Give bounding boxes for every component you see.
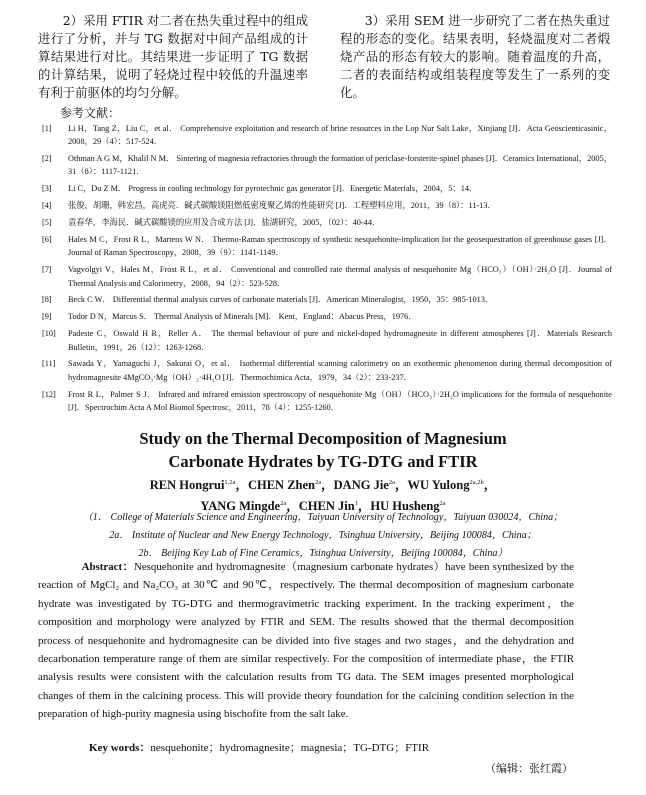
author-affiliation-mark: 2a — [314, 479, 322, 486]
reference-text: Frost R L，Palmer S J． Infrared and infrared emission spectroscopy of nesquehonite Mg（OH）（HCO₃）·2H₂O implications for the formula of nesquehonite [J]．Spectrochim Acta A Mol Biomol Spectrosc，2011，78（4）：1255-1260． — [68, 389, 612, 412]
editor-note: （编辑：张红霞） — [485, 762, 573, 775]
author-separator: ， — [357, 498, 371, 513]
author-separator: ， — [394, 478, 408, 493]
conclusion-point-3: 3）采用 SEM 进一步研究了二者在热失重过程的形态的变化。结果表明，轻烧温度对二者煅烧产品的形态有较大的影响。随着温度的升高，二者的表面结构或组装程度等发生了一系列的变化。 — [340, 13, 610, 100]
reference-text: Othman A G M，Khalil N M． Sintering of magnesia refractories through the formation of periclase-forsterite-spinel phases [J]．Ceramics International，2005，31（8）：1117-1121． — [68, 154, 612, 177]
keywords-text: nesquehonite；hydromagnesite；magnesia；TG-DTG；FTIR — [150, 742, 430, 754]
affiliations-block — [0, 509, 646, 563]
reference-item — [42, 357, 612, 384]
author-affiliation-mark: 2a — [439, 499, 446, 507]
author-separator: ， — [483, 478, 497, 493]
reference-text: 袁春华，李海民．碱式碳酸镁的应用及合成方法 [J]．盐湖研究，2005，（02）：40-44． — [68, 218, 381, 228]
reference-item — [42, 152, 612, 179]
keywords-label: Key words： — [89, 742, 151, 754]
reference-text: Padeste C，Oswald H R，Reller A． The thermal behaviour of pure and nickel-doped hydromagnesite in different atmospheres [J]．Materials Research Bulletin，1991，26（12）：1263-1268． — [68, 329, 612, 352]
reference-number: [8] — [42, 295, 52, 305]
references-list — [42, 122, 612, 418]
reference-text: Sawada Y，Yamaguchi J，Sakurai O，et al． Isothermal differential scanning calorimetry on an exothermic phenomenon during thermal decomposition of hydromagnesite 4MgCO₃·Mg（OH）₂·4H₂O [J]．Thermochimica Acta，1979，34（2）：233-237． — [68, 359, 612, 382]
reference-item — [42, 310, 612, 323]
affiliation-2a: 2a． Institute of Nuclear and New Energy Technology，Tsinghua University，Beijing 100084，China； — [109, 530, 537, 541]
reference-text: Hales M C，Frost R L，Martens W N． Thermo-Raman spectroscopy of synthetic nesquehonite-implication for the geosequestration of greenhouse gases [J]．Journal of Raman Spectroscopy，2008，39（9）：1141-1149． — [68, 235, 612, 258]
reference-item — [42, 182, 612, 195]
author-affiliation-mark: 2a — [280, 499, 287, 507]
references-heading: 参考文献： — [60, 106, 121, 120]
affiliation-2b: 2b． Beijing Key Lab of Fine Ceramics，Tsinghua University，Beijing 100084，China） — [138, 548, 508, 559]
reference-item — [42, 327, 612, 354]
author-name: CHEN Zhen — [247, 478, 315, 493]
reference-number: [4] — [42, 201, 52, 211]
reference-item — [42, 263, 612, 290]
reference-text: Todor D N，Marcus S． Thermal Analysis of Minerals [M]． Kent，England：Abacus Press，1976． — [68, 312, 417, 322]
author-name: HU Husheng — [370, 498, 440, 513]
author-separator: ， — [286, 498, 299, 513]
author-name: DANG Jie — [333, 478, 389, 493]
conclusion-point-2: 2）采用 FTIR 对二者在热失重过程中的组成进行了分析，并与 TG 数据对中间产品组成的计算结果进行对比。其结果进一步证明了 TG 数据的计算结果，说明了轻烧过程中较低的升温速率有利于前驱体的均匀分解。 — [38, 13, 308, 100]
reference-text: Beck C W． Differential thermal analysis curves of carbonate materials [J]．American Mineralogist，1950，35：985-1013． — [68, 295, 494, 305]
reference-item — [42, 233, 612, 260]
author-affiliation-mark: 1 — [354, 499, 358, 507]
reference-item — [42, 388, 612, 415]
title-line-2: Carbonate Hydrates by TG-DTG and FTIR — [168, 452, 478, 471]
reference-number: [11] — [42, 359, 56, 369]
abstract — [38, 558, 574, 724]
author-name: YANG Mingde — [200, 498, 281, 513]
author-name: CHEN Jin — [298, 498, 355, 513]
author-separator: ， — [321, 478, 334, 493]
reference-number: [10] — [42, 329, 56, 339]
reference-number: [1] — [42, 124, 52, 133]
author-separator: ， — [235, 478, 248, 493]
affiliation-1: （1． College of Materials Science and Engineering，Taiyuan University of Technology，Taiyuan 030024，China； — [82, 512, 564, 523]
author-affiliation-mark: 1,2a — [224, 479, 236, 486]
abstract-label: Abstract： — [81, 561, 134, 573]
reference-number: [7] — [42, 265, 52, 275]
reference-number: [12] — [42, 389, 56, 399]
reference-number: [2] — [42, 154, 52, 164]
author-name: REN Hongrui — [149, 478, 225, 493]
english-title — [0, 427, 646, 473]
reference-text: Vagvolgyi V，Hales M，Frost R L，et al． Conventional and controlled rate thermal analysis of nesquehonite Mg（HCO₃）（OH）·2H₂O [J]．Journal of Thermal Analysis and Calorimetry，2008，94（2）：523-528． — [68, 265, 612, 288]
author-name: WU Yulong — [407, 478, 470, 493]
reference-item — [42, 122, 612, 149]
conclusion-left-column — [38, 12, 308, 102]
reference-item — [42, 216, 612, 229]
reference-item — [42, 293, 612, 306]
reference-text: Li C，Du Z M． Progress in cooling technology for pyrotechnic gas generator [J]．Energetic Materials，2004，5：14． — [68, 184, 478, 194]
title-line-1: Study on the Thermal Decomposition of Magnesium — [139, 429, 507, 448]
keywords — [89, 739, 429, 755]
reference-number: [9] — [42, 312, 52, 322]
authors-line-1 — [0, 474, 646, 495]
reference-text: 张俊，胡珊，韩宏昌，高虎亮．碱式碳酸镁阻燃低密度聚乙烯的性能研究 [J]．工程塑料应用，2011，39（8）：11-13． — [68, 201, 496, 211]
conclusion-columns — [38, 12, 610, 102]
author-affiliation-mark: 2a — [388, 479, 395, 486]
reference-item — [42, 199, 612, 212]
reference-number: [3] — [42, 184, 52, 194]
author-affiliation-mark: 2a,2b — [469, 479, 484, 486]
reference-number: [6] — [42, 235, 52, 245]
abstract-text: Nesquehonite and hydromagnesite（magnesium carbonate hydrates）have been synthesized by the reaction of MgCl₂ and Na₂CO₃ at 30℃ and 90℃，respectively. The thermal decomposition of magnesium carbonate hydrate was investigated by TG-DTG and thermogravimetric tracking experiment. In the tracking experiment，the composition and morphology were analyzed by FTIR and SEM. The results showed that the thermal decomposition process of nesquehonite and hydromagnesite can be divided into five stages and two stages，and the dehydration and decarbonation temperature range of them are similar respectively. For the composition of intermediate phase，the FTIR analysis results were consistent with the calculation results from TG data. The SEM images presented morphological changes of them in the calcining process. This will provide theory foundation for the calcining condition selection in the preparation of high-purity magnesia using bischofite from the salt lake. — [38, 561, 574, 721]
reference-number: [5] — [42, 218, 52, 228]
reference-text: Li H，Tang Z，Liu C，et al． Comprehensive exploitation and research of brine resources in the Lop Nur Salt Lake，Xinjiang [J]．Acta Geoscienticasinic，2008，29（4）：517-524． — [68, 124, 612, 147]
conclusion-right-column — [340, 12, 610, 102]
